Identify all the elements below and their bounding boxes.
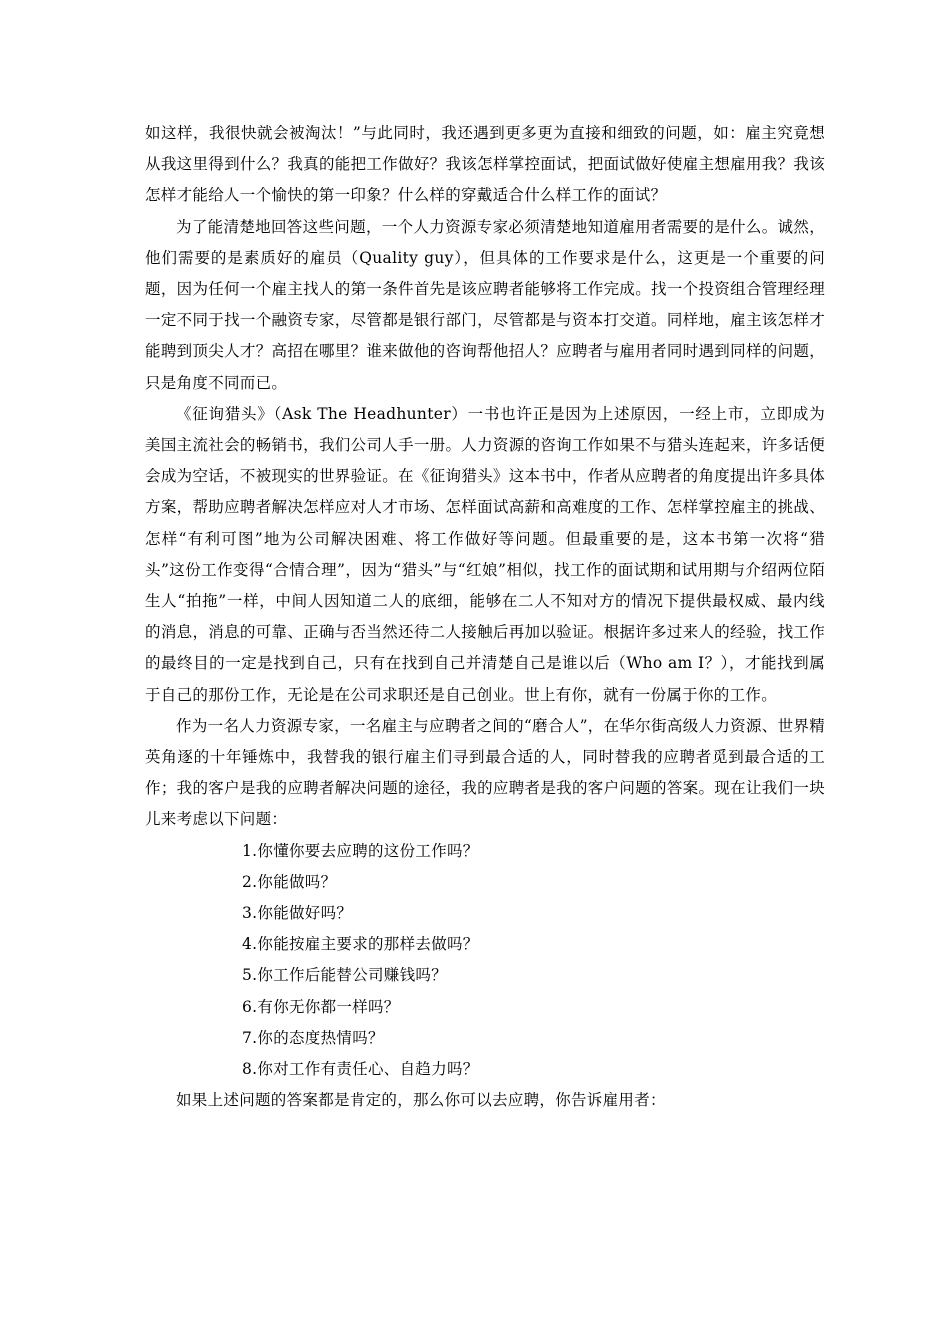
paragraph-2: 为了能清楚地回答这些问题，一个人力资源专家必须清楚地知道雇用者需要的是什么。诚然，他们需要的是素质好的雇员（Quality guy），但具体的工作要求是什么，这更是一个重要的问题，因为任何一个雇主找人的第一条件首先是该应聘者能够将工作完成。找一个投资组合管理经理一定不同于找一个融资专家，尽管都是银行部门，尽管都是与资本打交道。同样地，雇主该怎样才能聘到顶尖人才？高招在哪里？谁来做他的咨询帮他招人？应聘者与雇用者同时遇到同样的问题，只是角度不同而已。 xyxy=(145,217,825,392)
list-item: 6.有你无你都一样吗？ xyxy=(242,997,400,1016)
closing-paragraph: 如果上述问题的答案都是肯定的，那么你可以去应聘，你告诉雇用者： xyxy=(176,1091,666,1110)
list-item: 1.你懂你要去应聘的这份工作吗？ xyxy=(242,841,479,860)
list-item: 7.你的态度热情吗？ xyxy=(242,1028,384,1047)
question-list xyxy=(145,836,825,1086)
body-text xyxy=(145,118,825,1117)
list-item: 3.你能做好吗？ xyxy=(242,904,353,923)
paragraph-1: 如这样，我很快就会被淘汰！”与此同时，我还遇到更多更为直接和细致的问题，如：雇主究竟想从我这里得到什么？我真的能把工作做好？我该怎样掌控面试，把面试做好使雇主想雇用我？我该怎样才能给人一个愉快的第一印象？什么样的穿戴适合什么样工作的面试？ xyxy=(145,124,825,205)
list-item: 5.你工作后能替公司赚钱吗？ xyxy=(242,966,447,985)
list-item: 2.你能做吗？ xyxy=(242,872,337,891)
list-item: 8.你对工作有责任心、自趋力吗？ xyxy=(242,1060,479,1079)
paragraph-3: 《征询猎头》（Ask The Headhunter）一书也许正是因为上述原因，一经上市，立即成为美国主流社会的畅销书，我们公司人手一册。人力资源的咨询工作如果不与猎头连起来，许多话便会成为空话，不被现实的世界验证。在《征询猎头》这本书中，作者从应聘者的角度提出许多具体方案，帮助应聘者解决怎样应对人才市场、怎样面试高薪和高难度的工作、怎样掌控雇主的挑战、怎样“有利可图”地为公司解决困难、将工作做好等问题。但最重要的是，这本书第一次将“猎头”这份工作变得“合情合理”，因为“猎头”与“红娘”相似，找工作的面试期和试用期与介绍两位陌生人“拍拖”一样，中间人因知道二人的底细，能够在二人不知对方的情况下提供最权威、最内线的消息，消息的可靠、正确与否当然还待二人接触后再加以验证。根据许多过来人的经验，找工作的最终目的一定是找到自己，只有在找到自己并清楚自己是谁以后（Who am I？），才能找到属于自己的那份工作，无论是在公司求职还是自己创业。世上有你，就有一份属于你的工作。 xyxy=(145,404,825,704)
paragraph-4: 作为一名人力资源专家，一名雇主与应聘者之间的“磨合人”，在华尔街高级人力资源、世界精英角逐的十年锤炼中，我替我的银行雇主们寻到最合适的人，同时替我的应聘者觅到最合适的工作；我的客户是我的应聘者解决问题的途径，我的应聘者是我的客户问题的答案。现在让我们一块儿来考虑以下问题： xyxy=(145,716,825,829)
list-item: 4.你能按雇主要求的那样去做吗？ xyxy=(242,935,479,954)
